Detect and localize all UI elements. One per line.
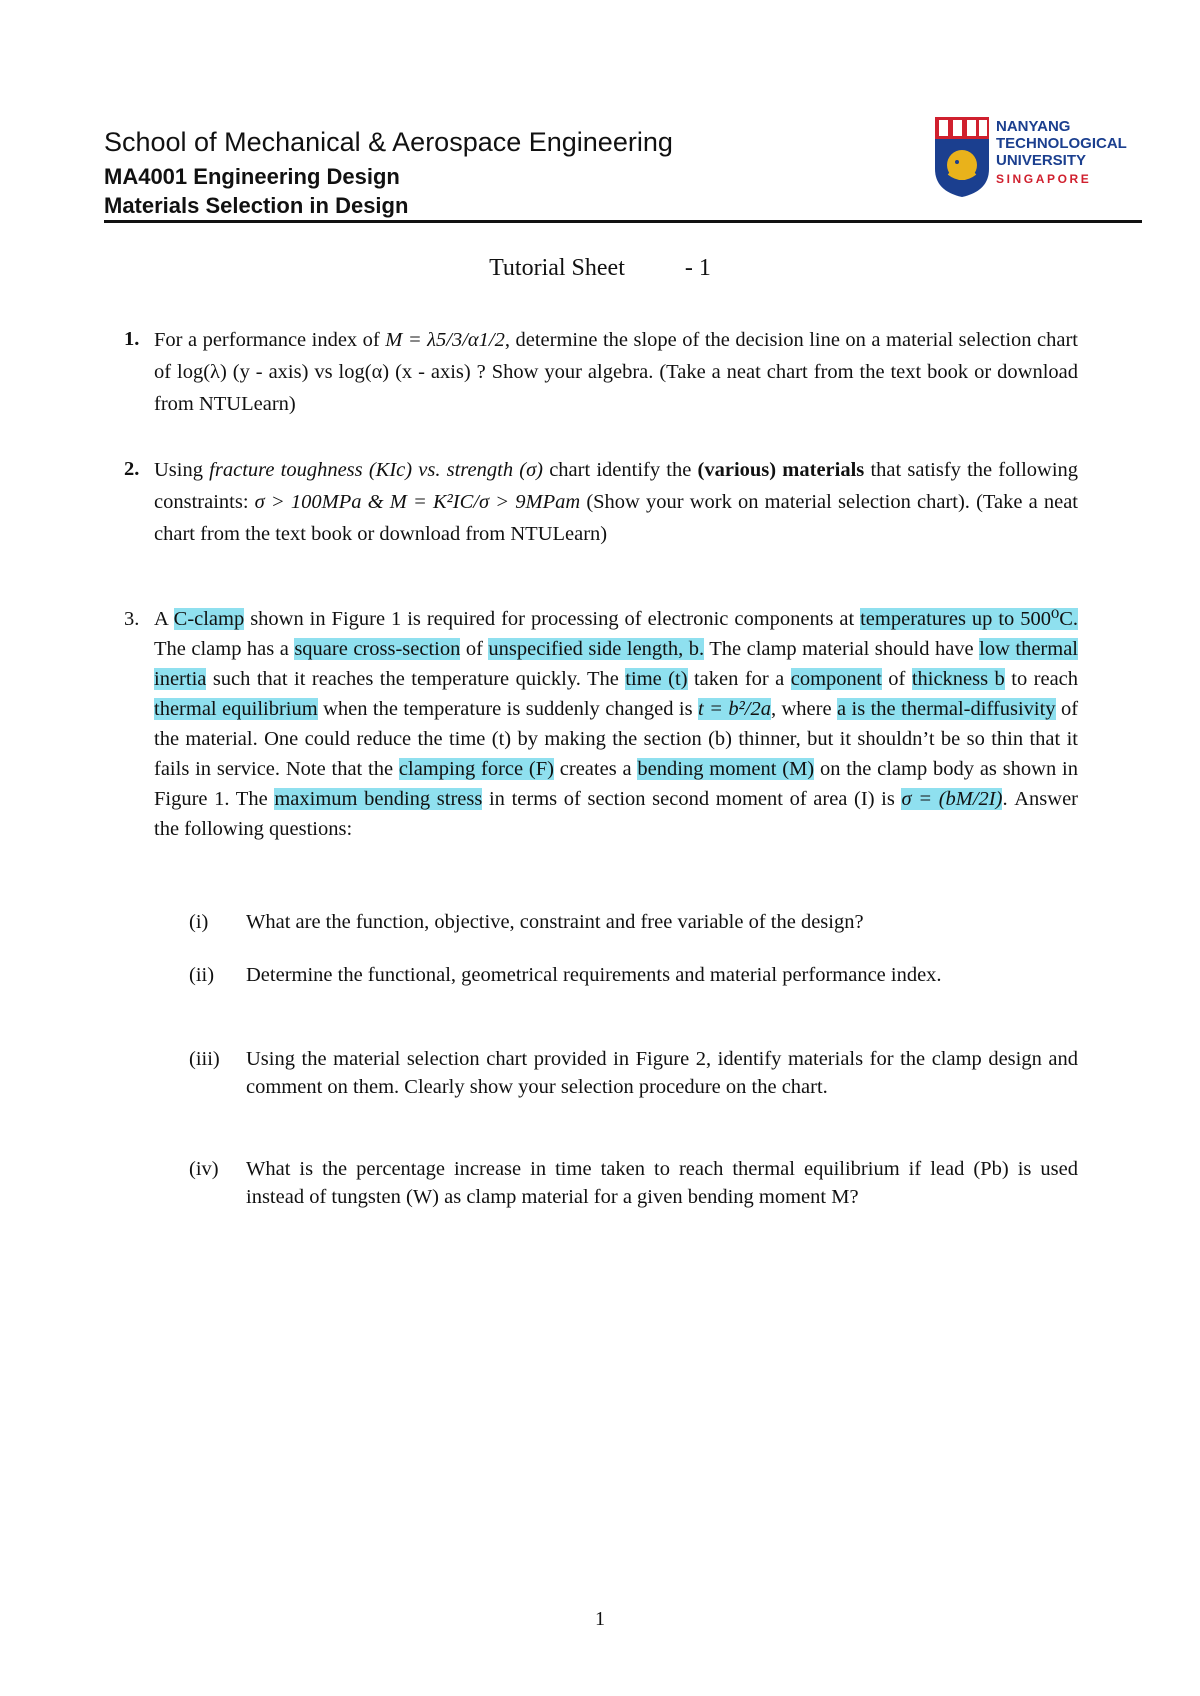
school-name: School of Mechanical & Aerospace Engineering [104, 127, 673, 157]
ntu-logo-text: NANYANG TECHNOLOGICAL UNIVERSITY SINGAPORE [996, 118, 1127, 186]
time-formula: t = b²/2a [698, 698, 771, 720]
highlight: bending moment (M) [637, 758, 815, 780]
q1-formula: M = λ5/3/α1/2 [385, 329, 505, 351]
sub-question-ii: Determine the functional, geometrical requirements and material performance index. [246, 964, 942, 986]
highlight: low thermal inertia [154, 638, 1078, 690]
sub-q-number: (iii) [189, 1048, 220, 1070]
tutorial-title: Tutorial Sheet - 1 [489, 255, 711, 281]
stress-formula: σ = (bM/2I) [901, 788, 1003, 810]
highlight: maximum bending stress [274, 788, 483, 810]
highlight: thermal equilibrium [154, 698, 318, 720]
highlight: a is the thermal-diffusivity [837, 698, 1056, 720]
q1-axes: log(λ) (y - axis) vs log(α) (x - axis) ? [177, 361, 486, 383]
q3-number: 3. [124, 608, 140, 630]
sub-question-iv: What is the percentage increase in time taken to reach thermal equilibrium if lead (Pb) is used instead of tungsten (W) as clamp material for a given bending moment M? [246, 1158, 1078, 1208]
course-topic: Materials Selection in Design [104, 193, 409, 218]
q1-number: 1. [124, 328, 140, 350]
highlight: clamping force (F) [398, 758, 554, 780]
sub-q-number: (iv) [189, 1158, 219, 1180]
highlight: unspecified side length, b. [488, 638, 705, 660]
highlight: square cross-section [294, 638, 461, 660]
question-1: For a performance index of M = λ5/3/α1/2, determine the slope of the decision line on a material selection chart of log(λ) (y - axis) vs log(α) (x - axis) ? Show your algebra. (Take a neat chart from the text book or download from NTULearn) [154, 329, 1079, 415]
sub-q-number: (ii) [189, 964, 215, 986]
page-number: 1 [595, 1608, 605, 1630]
highlight: C-clamp [173, 608, 245, 630]
q2-chart-name: fracture toughness (KIc) vs. strength (σ) [209, 459, 544, 481]
question-3: A C-clamp shown in Figure 1 is required for processing of electronic components at temperatures up to 500⁰C. The clamp has a square cross-section of unspecified side length, b. The clamp material should have low thermal inertia such that it reaches the temperature quickly. The time (t) taken for a component of thickness b to reach thermal equilibrium when the temperature is suddenly changed is t = b²/2a, where a is the thermal-diffusivity of the material. One could reduce the time (t) by making the section (b) thinner, but it shouldn’t be so thin that it fails in service. Note that the clamping force (F) creates a bending moment (M) on the clamp body as shown in Figure 1. The maximum bending stress in terms of section second moment of area (I) is σ = (bM/2I). Answer the following questions: [154, 608, 1079, 840]
highlight: thickness b [911, 668, 1005, 690]
header-rule [104, 220, 1142, 223]
sub-q-number: (i) [189, 911, 209, 933]
q2-constraints: σ > 100MPa & M = K²IC/σ > 9MPam [254, 491, 581, 513]
highlight: time (t) [625, 668, 688, 690]
highlight: temperatures up to 500⁰C. [860, 608, 1079, 630]
highlight: component [790, 668, 882, 690]
question-2: Using fracture toughness (KIc) vs. strength (σ) chart identify the (various) materials that satisfy the following constraints: σ > 100MPa & M = K²IC/σ > 9MPam (Show your work on material selection chart). (Take a neat chart from the text book or download from NTULearn) [154, 459, 1079, 545]
sub-question-i: What are the function, objective, constraint and free variable of the design? [246, 911, 864, 933]
sub-question-iii: Using the material selection chart provided in Figure 2, identify materials for the clamp design and comment on them. Clearly show your selection procedure on the chart. [246, 1048, 1078, 1098]
course-code: MA4001 Engineering Design [104, 164, 400, 189]
q2-number: 2. [124, 458, 140, 480]
